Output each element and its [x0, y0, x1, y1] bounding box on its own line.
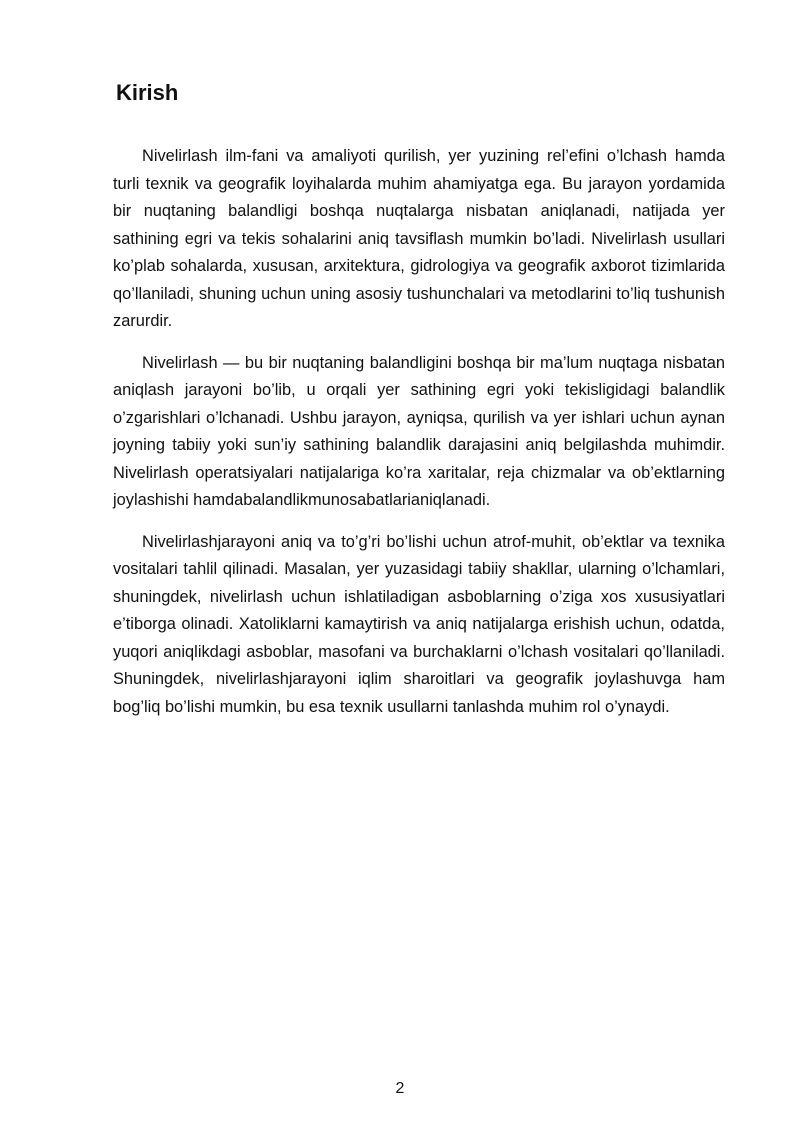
page-number: 2 — [395, 1080, 405, 1097]
paragraph-2: Nivelirlash — bu bir nuqtaning balandligini boshqa bir ma’lum nuqtaga nisbatan aniqlash jarayoni bo’lib, u orqali yer sathining egri yoki tekisligidagi balandlik o’zgarishlari o’lchanadi. Ushbu jarayon, ayniqsa, qurilish va yer ishlari uchun aynan joyning tabiiy yoki sun’iy sathining balandlik darajasini aniq belgilashda muhimdir. Nivelirlash operatsiyalari natijalariga ko’ra xaritalar, reja chizmalar va ob’ektlarning joylashishi hamdabalandlikmunosabatlarianiqlanadi. — [113, 353, 725, 509]
paragraph-3: Nivelirlashjarayoni aniq va to’g’ri bo’lishi uchun atrof-muhit, ob’ektlar va texnika vositalari tahlil qilinadi. Masalan, yer yuzasidagi tabiiy shakllar, ularning o’lchamlari, shuningdek, nivelirlash uchun ishlatiladigan asboblarning o’ziga xos xususiyatlari e’tiborga olinadi. Xatoliklarni kamaytirish va aniq natijalarga erishish uchun, odatda, yuqori aniqlikdagi asboblar, masofani va burchaklarni o’lchash vositalari qo’llaniladi. Shuningdek, nivelirlashjarayoni iqlim sharoitlari va geografik joylashuvga ham bog’liq bo’lishi mumkin, bu esa texnik usullarni tanlashda muhim rol o’ynaydi. — [113, 532, 725, 716]
section-heading: Kirish — [116, 80, 179, 105]
body-text — [113, 143, 725, 735]
paragraph-1: Nivelirlash ilm-fani va amaliyoti qurilish, yer yuzining rel’efini o’lchash hamda turli texnik va geografik loyihalarda muhim ahamiyatga ega. Bu jarayon yordamida bir nuqtaning balandligi boshqa nuqtalarga nisbatan aniqlanadi, natijada yer sathining egri va tekis sohalarini aniq tavsiflash mumkin bo’ladi. Nivelirlash usullari ko’plab sohalarda, xususan, arxitektura, gidrologiya va geografik axborot tizimlarida qo’llaniladi, shuning uchun uning asosiy tushunchalari va metodlarini to’liq tushunish zarurdir. — [113, 147, 725, 330]
